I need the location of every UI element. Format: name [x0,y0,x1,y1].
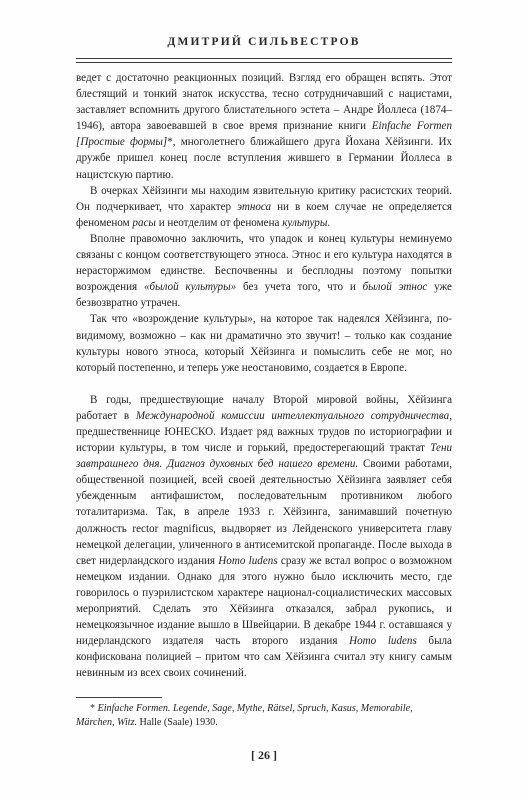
footnote-rule [76,697,162,698]
running-header: ДМИТРИЙ СИЛЬВЕСТРОВ [167,36,361,48]
paragraph-3: Вполне правомочно заключить, что упадок и конец культуры неминуемо связаны с концом соответствующего этноса. Этнос и его культура находятся в нерасторжимом единстве. Беспочвенны и бесплодны поэтому попытки возрождения «былой культуры» без учета того, что и былой этнос уже безвозвратно утрачен. [76,232,452,310]
header-rule [76,58,452,59]
paragraph-1: ведет с достаточно реакционных позиций. Взгляд его обращен вспять. Этот блестящий и тонкий знаток искусства, тесно сотрудничавший с нацистами, заставляет вспомнить другого блистательного эстета – Андре Йоллеса (1874–1946), автора завоевавшей в свое время признание книги Einfache Formen [Простые формы]*, многолетнего ближайшего друга Йохана Хёйзинги. Их дружбе пришел конец после вступления жившего в Германии Йоллеса в нацистскую партию. [76,72,453,181]
footnote-imprint: Halle (Saale) 1930. [137,717,218,728]
paragraph-5: В годы, предшествующие началу Второй мировой войны, Хёйзинга работает в Международной комиссии интеллектуального сотрудничества, предшественнице ЮНЕСКО. Издает ряд важных трудов по историографии и истории культуры, в том числе и горький, предостерегающий трактат Тени завтрашнего дня. Диагноз духовных бед нашего времени. Своими работами, общественной позицией, всей своей деятельностью Хёйзинга заявляет себя убежденным антифашистом, последовательным противником любого тоталитаризма. Так, в апреле 1933 г. Хёйзинга, занимавший почетную должность rector magnificus, выдворяет из Лейденского университета главу немецкой делегации, уличенного в антисемитской пропаганде. После выхода в свет нидерландского издания Homo ludens сразу же встал вопрос о возможном немецком издании. Однако для этого нужно было исключить место, где говорилось о пуэрилистском характере национал-социалистических массовых мероприятий. Сделать это Хёйзинга отказался, забрал рукопись, и немецкоязычное издание вышло в Швейцарии. В декабре 1944 г. оставшаяся у нидерландского издателя часть второго издания Homo ludens была конфискована полицией – притом что сам Хёйзинга считал эту книгу самым невинным из всех своих сочинений. [76,393,453,680]
paragraph-4: Так что «возрождение культуры», на которое так надеялся Хёйзинга, по-видимому, возможно – как ни драматично это звучит! – только как создание культуры нового этноса, который Хёйзинга и помыслить себе не мог, но который постепенно, и теперь уже неостановимо, создается в Европе. [76,313,452,374]
section-break [76,376,452,392]
footnote-marker: * [90,703,96,714]
header-rule-secondary [76,62,452,63]
main-text [76,70,452,681]
paragraph-2: В очерках Хёйзинги мы находим язвительную критику расистских теорий. Он подчеркивает, что характер этноса ни в коем случае не определяется феноменом расы и неотделим от феномена культуры. [76,184,453,229]
footnote-title: Einfache Formen. Legende, Sage, Mythe, Rätsel, Spruch, Kasus, Memorabile, Märchen, Witz. [76,703,413,728]
page-number: [ 26 ] [251,748,277,762]
footnote [76,702,452,730]
